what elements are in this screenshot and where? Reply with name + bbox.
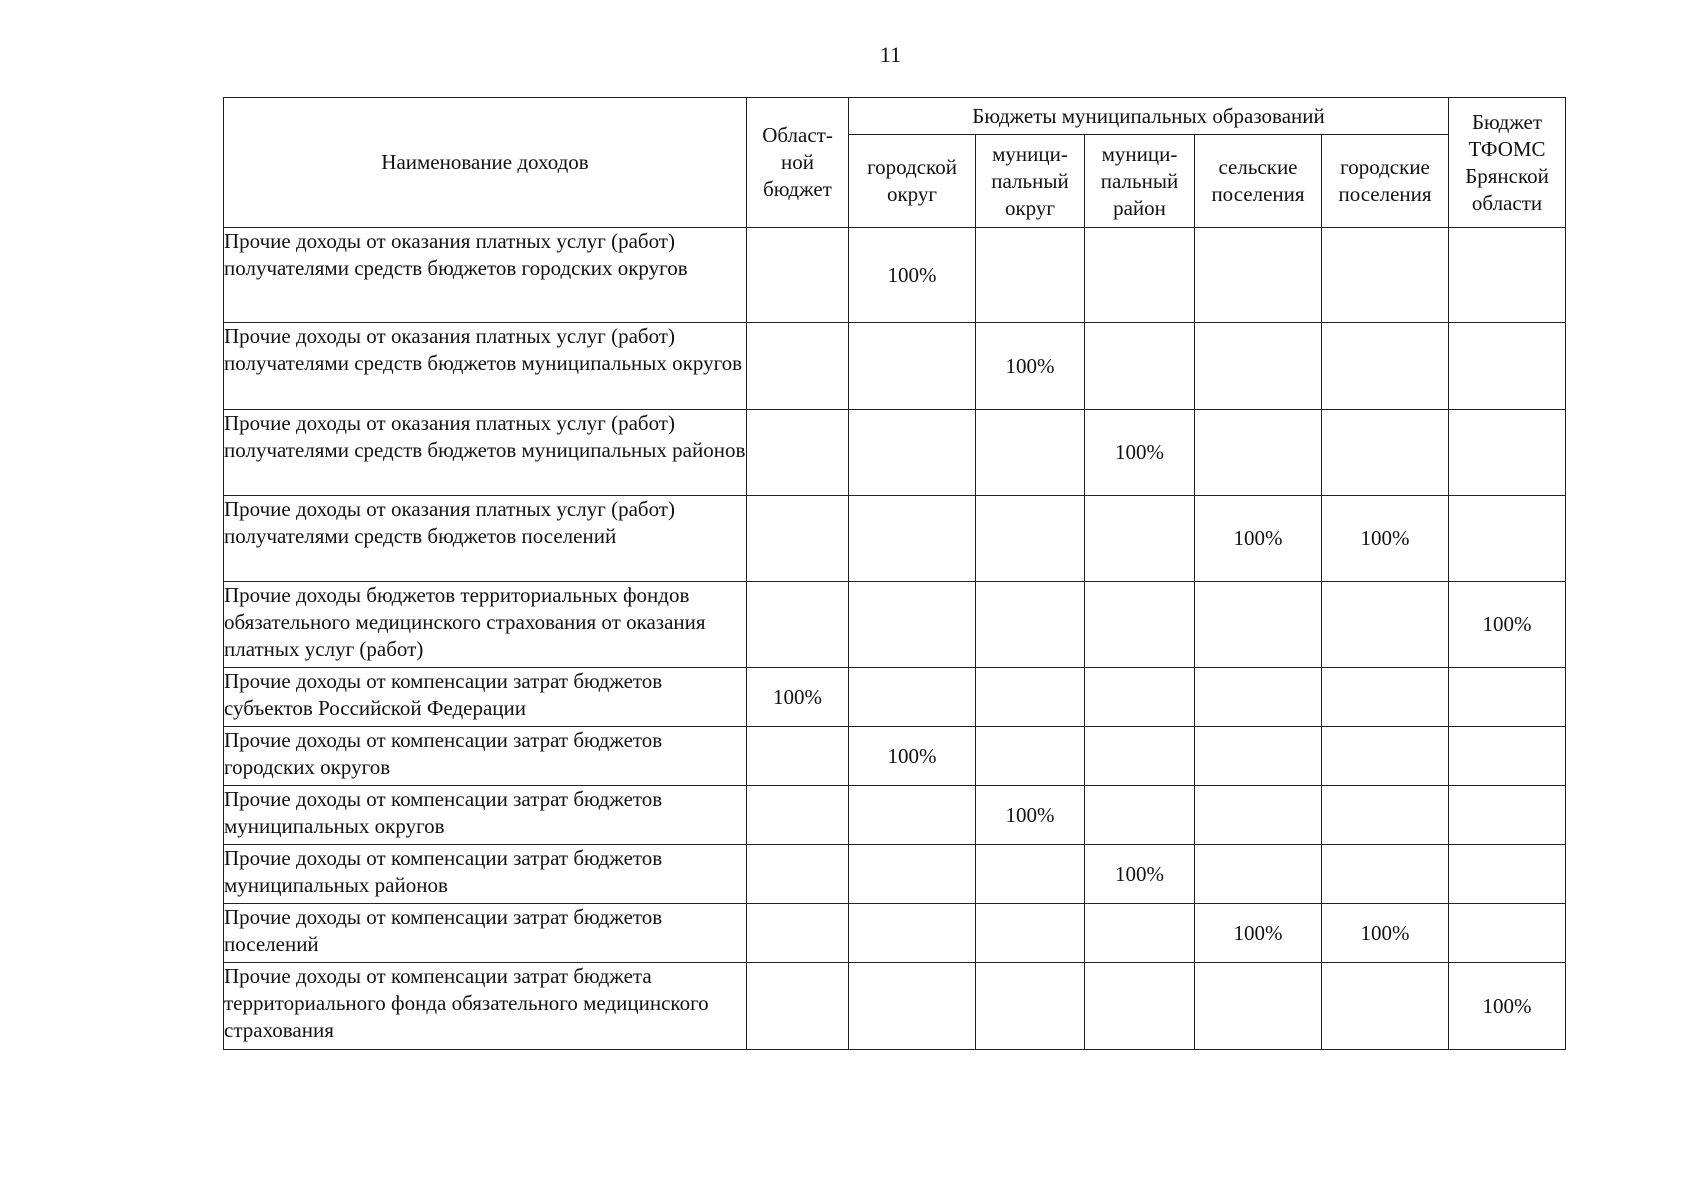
urban-value-cell <box>1322 323 1449 410</box>
header-rural-settlements <box>1195 135 1322 228</box>
header-municipal-okrug-label: муници- пальный округ <box>991 141 1069 220</box>
regional-value-cell <box>747 582 849 668</box>
income-name-cell: Прочие доходы от компенсации затрат бюджетов поселений <box>224 904 747 963</box>
municipal-rayon-value-cell: 100% <box>1085 845 1195 904</box>
income-name-cell: Прочие доходы от компенсации затрат бюджетов муниципальных районов <box>224 845 747 904</box>
municipal-rayon-value-cell <box>1085 582 1195 668</box>
municipal-okrug-value-cell <box>976 845 1085 904</box>
municipal-rayon-value-cell <box>1085 496 1195 582</box>
urban-value-cell <box>1322 582 1449 668</box>
city-okrug-value-cell <box>849 963 976 1050</box>
table-row <box>224 228 1566 323</box>
tfoms-value-cell <box>1449 904 1566 963</box>
rural-value-cell: 100% <box>1195 904 1322 963</box>
table-row <box>224 786 1566 845</box>
header-municipal-rayon-label: муници- пальный район <box>1100 141 1179 220</box>
income-name-cell: Прочие доходы от компенсации затрат бюджетов муниципальных округов <box>224 786 747 845</box>
rural-value-cell <box>1195 963 1322 1050</box>
table-row <box>224 727 1566 786</box>
tfoms-value-cell <box>1449 228 1566 323</box>
table-row <box>224 668 1566 727</box>
city-okrug-value-cell <box>849 845 976 904</box>
urban-value-cell: 100% <box>1322 496 1449 582</box>
municipal-okrug-value-cell <box>976 582 1085 668</box>
page-number: 11 <box>879 42 902 67</box>
regional-value-cell <box>747 963 849 1050</box>
municipal-okrug-value-cell <box>976 496 1085 582</box>
header-rural-settlements-label: сельские поселения <box>1211 155 1305 206</box>
urban-value-cell: 100% <box>1322 904 1449 963</box>
rural-value-cell <box>1195 786 1322 845</box>
regional-value-cell <box>747 323 849 410</box>
regional-value-cell <box>747 786 849 845</box>
header-regional-budget-label: Област- ной бюджет <box>762 123 833 201</box>
income-distribution-table <box>223 97 1566 1050</box>
header-city-okrug <box>849 135 976 228</box>
tfoms-value-cell <box>1449 786 1566 845</box>
municipal-rayon-value-cell <box>1085 228 1195 323</box>
city-okrug-value-cell <box>849 786 976 845</box>
header-municipal-okrug <box>976 135 1085 228</box>
rural-value-cell <box>1195 727 1322 786</box>
header-municipal-budgets-label: Бюджеты муниципальных образований <box>972 103 1325 128</box>
rural-value-cell <box>1195 323 1322 410</box>
header-income-name <box>224 98 747 228</box>
tfoms-value-cell <box>1449 496 1566 582</box>
city-okrug-value-cell <box>849 323 976 410</box>
header-tfoms-budget-label: Бюджет ТФОМС Брянской области <box>1465 109 1549 215</box>
header-income-name-label: Наименование доходов <box>381 150 589 174</box>
rural-value-cell <box>1195 668 1322 727</box>
tfoms-value-cell <box>1449 668 1566 727</box>
rural-value-cell: 100% <box>1195 496 1322 582</box>
income-name-cell: Прочие доходы от оказания платных услуг (работ) получателями средств бюджетов городских округов <box>224 228 747 323</box>
income-name-cell: Прочие доходы от оказания платных услуг (работ) получателями средств бюджетов муниципальных районов <box>224 410 747 496</box>
city-okrug-value-cell <box>849 668 976 727</box>
municipal-okrug-value-cell <box>976 963 1085 1050</box>
header-tfoms-budget <box>1449 98 1566 228</box>
urban-value-cell <box>1322 410 1449 496</box>
municipal-rayon-value-cell <box>1085 323 1195 410</box>
tfoms-value-cell <box>1449 410 1566 496</box>
city-okrug-value-cell <box>849 410 976 496</box>
rural-value-cell <box>1195 228 1322 323</box>
municipal-rayon-value-cell <box>1085 963 1195 1050</box>
urban-value-cell <box>1322 228 1449 323</box>
regional-value-cell <box>747 228 849 323</box>
income-name-cell: Прочие доходы от оказания платных услуг (работ) получателями средств бюджетов муниципальных округов <box>224 323 747 410</box>
table-row <box>224 904 1566 963</box>
income-name-cell: Прочие доходы бюджетов территориальных фондов обязательного медицинского страхования от оказания платных услуг (работ) <box>224 582 747 668</box>
income-name-cell: Прочие доходы от компенсации затрат бюджетов субъектов Российской Федерации <box>224 668 747 727</box>
municipal-rayon-value-cell: 100% <box>1085 410 1195 496</box>
header-municipal-budgets <box>849 98 1449 135</box>
municipal-rayon-value-cell <box>1085 727 1195 786</box>
city-okrug-value-cell <box>849 904 976 963</box>
urban-value-cell <box>1322 963 1449 1050</box>
rural-value-cell <box>1195 582 1322 668</box>
municipal-rayon-value-cell <box>1085 786 1195 845</box>
tfoms-value-cell <box>1449 323 1566 410</box>
municipal-okrug-value-cell <box>976 228 1085 323</box>
tfoms-value-cell <box>1449 727 1566 786</box>
income-name-cell: Прочие доходы от компенсации затрат бюджета территориального фонда обязательного медицинского страхования <box>224 963 747 1050</box>
header-municipal-rayon <box>1085 135 1195 228</box>
municipal-okrug-value-cell <box>976 727 1085 786</box>
regional-value-cell <box>747 727 849 786</box>
urban-value-cell <box>1322 845 1449 904</box>
header-regional-budget <box>747 98 849 228</box>
rural-value-cell <box>1195 410 1322 496</box>
tfoms-value-cell <box>1449 845 1566 904</box>
regional-value-cell <box>747 496 849 582</box>
urban-value-cell <box>1322 668 1449 727</box>
income-name-cell: Прочие доходы от оказания платных услуг (работ) получателями средств бюджетов поселений <box>224 496 747 582</box>
municipal-rayon-value-cell <box>1085 904 1195 963</box>
municipal-okrug-value-cell <box>976 668 1085 727</box>
regional-value-cell: 100% <box>747 668 849 727</box>
income-name-cell: Прочие доходы от компенсации затрат бюджетов городских округов <box>224 727 747 786</box>
header-urban-settlements <box>1322 135 1449 228</box>
urban-value-cell <box>1322 786 1449 845</box>
city-okrug-value-cell: 100% <box>849 727 976 786</box>
municipal-okrug-value-cell: 100% <box>976 323 1085 410</box>
header-city-okrug-label: городской округ <box>867 155 957 206</box>
city-okrug-value-cell: 100% <box>849 228 976 323</box>
table-row <box>224 496 1566 582</box>
regional-value-cell <box>747 410 849 496</box>
rural-value-cell <box>1195 845 1322 904</box>
header-row-top <box>224 98 1566 135</box>
urban-value-cell <box>1322 727 1449 786</box>
table-row <box>224 582 1566 668</box>
city-okrug-value-cell <box>849 582 976 668</box>
regional-value-cell <box>747 904 849 963</box>
table-row <box>224 323 1566 410</box>
table-row <box>224 963 1566 1050</box>
municipal-okrug-value-cell: 100% <box>976 786 1085 845</box>
header-urban-settlements-label: городские поселения <box>1338 155 1432 206</box>
regional-value-cell <box>747 845 849 904</box>
city-okrug-value-cell <box>849 496 976 582</box>
table-row <box>224 845 1566 904</box>
table-row <box>224 410 1566 496</box>
tfoms-value-cell: 100% <box>1449 963 1566 1050</box>
municipal-okrug-value-cell <box>976 410 1085 496</box>
tfoms-value-cell: 100% <box>1449 582 1566 668</box>
municipal-rayon-value-cell <box>1085 668 1195 727</box>
municipal-okrug-value-cell <box>976 904 1085 963</box>
